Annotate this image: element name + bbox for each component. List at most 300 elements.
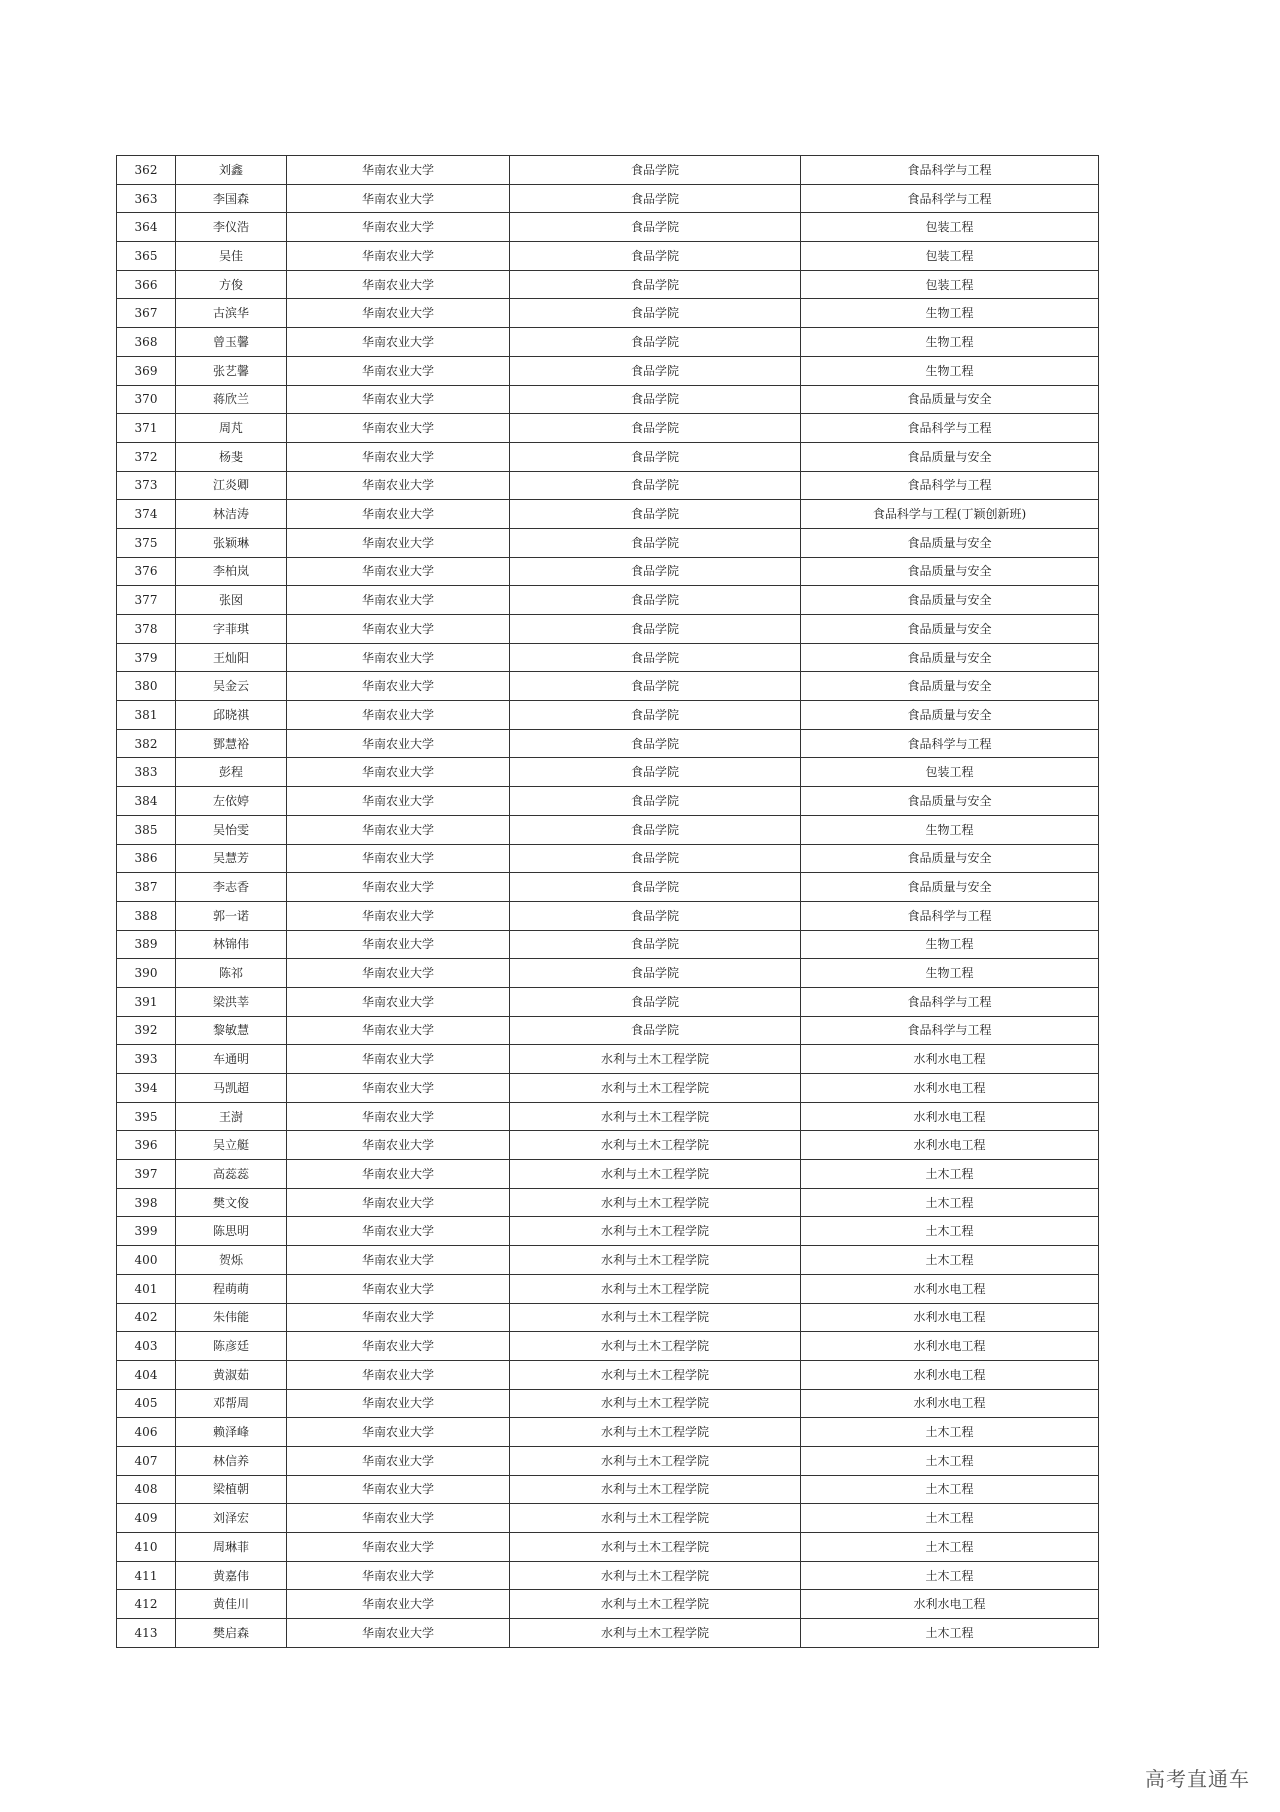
cell-name: 高蕊蕊	[176, 1160, 287, 1189]
cell-school: 水利与土木工程学院	[510, 1045, 801, 1074]
cell-university: 华南农业大学	[287, 299, 510, 328]
cell-index: 384	[117, 787, 176, 816]
table-row	[117, 643, 1099, 672]
cell-name: 曾玉馨	[176, 328, 287, 357]
cell-name: 邓帮周	[176, 1389, 287, 1418]
cell-school: 食品学院	[510, 701, 801, 730]
cell-name: 鄧慧裕	[176, 729, 287, 758]
cell-name: 方俊	[176, 270, 287, 299]
cell-index: 386	[117, 844, 176, 873]
cell-major: 食品质量与安全	[801, 528, 1099, 557]
cell-index: 393	[117, 1045, 176, 1074]
cell-name: 左依婷	[176, 787, 287, 816]
cell-university: 华南农业大学	[287, 701, 510, 730]
cell-university: 华南农业大学	[287, 184, 510, 213]
watermark-logo: 高考直通车	[1145, 1767, 1250, 1791]
cell-index: 409	[117, 1504, 176, 1533]
table-row	[117, 844, 1099, 873]
table-row	[117, 1160, 1099, 1189]
cell-major: 食品质量与安全	[801, 385, 1099, 414]
cell-index: 388	[117, 901, 176, 930]
cell-major: 生物工程	[801, 299, 1099, 328]
cell-school: 水利与土木工程学院	[510, 1504, 801, 1533]
cell-major: 包装工程	[801, 270, 1099, 299]
table-row	[117, 1533, 1099, 1562]
cell-school: 水利与土木工程学院	[510, 1590, 801, 1619]
cell-school: 食品学院	[510, 184, 801, 213]
cell-university: 华南农业大学	[287, 500, 510, 529]
cell-index: 390	[117, 959, 176, 988]
cell-university: 华南农业大学	[287, 385, 510, 414]
cell-university: 华南农业大学	[287, 213, 510, 242]
cell-index: 399	[117, 1217, 176, 1246]
cell-university: 华南农业大学	[287, 844, 510, 873]
cell-school: 食品学院	[510, 1016, 801, 1045]
table-row	[117, 787, 1099, 816]
cell-university: 华南农业大学	[287, 1246, 510, 1275]
cell-university: 华南农业大学	[287, 156, 510, 185]
cell-university: 华南农业大学	[287, 557, 510, 586]
table-row	[117, 1389, 1099, 1418]
cell-school: 食品学院	[510, 815, 801, 844]
cell-major: 生物工程	[801, 356, 1099, 385]
table-row	[117, 442, 1099, 471]
cell-major: 食品科学与工程	[801, 156, 1099, 185]
cell-name: 黎敏慧	[176, 1016, 287, 1045]
table-row	[117, 1274, 1099, 1303]
cell-school: 水利与土木工程学院	[510, 1475, 801, 1504]
cell-index: 380	[117, 672, 176, 701]
cell-university: 华南农业大学	[287, 1303, 510, 1332]
cell-index: 396	[117, 1131, 176, 1160]
cell-index: 373	[117, 471, 176, 500]
table-row	[117, 242, 1099, 271]
cell-index: 366	[117, 270, 176, 299]
cell-name: 刘鑫	[176, 156, 287, 185]
cell-university: 华南农业大学	[287, 815, 510, 844]
cell-major: 食品科学与工程	[801, 414, 1099, 443]
cell-index: 412	[117, 1590, 176, 1619]
cell-name: 彭程	[176, 758, 287, 787]
cell-index: 395	[117, 1102, 176, 1131]
cell-major: 食品质量与安全	[801, 615, 1099, 644]
cell-university: 华南农业大学	[287, 1131, 510, 1160]
cell-school: 食品学院	[510, 758, 801, 787]
table-row	[117, 557, 1099, 586]
cell-school: 食品学院	[510, 528, 801, 557]
cell-name: 吴怡雯	[176, 815, 287, 844]
cell-school: 食品学院	[510, 156, 801, 185]
cell-index: 410	[117, 1533, 176, 1562]
cell-school: 水利与土木工程学院	[510, 1217, 801, 1246]
cell-school: 水利与土木工程学院	[510, 1332, 801, 1361]
cell-university: 华南农业大学	[287, 1446, 510, 1475]
cell-name: 吴立艇	[176, 1131, 287, 1160]
student-roster-table	[116, 155, 1099, 1648]
cell-name: 吴佳	[176, 242, 287, 271]
cell-university: 华南农业大学	[287, 787, 510, 816]
table-row	[117, 1045, 1099, 1074]
cell-school: 水利与土木工程学院	[510, 1188, 801, 1217]
table-row	[117, 672, 1099, 701]
cell-school: 食品学院	[510, 385, 801, 414]
cell-major: 生物工程	[801, 815, 1099, 844]
cell-major: 土木工程	[801, 1418, 1099, 1447]
cell-major: 食品科学与工程	[801, 729, 1099, 758]
cell-school: 食品学院	[510, 328, 801, 357]
cell-school: 水利与土木工程学院	[510, 1561, 801, 1590]
cell-index: 367	[117, 299, 176, 328]
cell-name: 樊启森	[176, 1619, 287, 1648]
cell-name: 黄佳川	[176, 1590, 287, 1619]
table-row	[117, 1446, 1099, 1475]
cell-school: 水利与土木工程学院	[510, 1131, 801, 1160]
cell-index: 378	[117, 615, 176, 644]
cell-major: 食品科学与工程	[801, 1016, 1099, 1045]
table-row	[117, 471, 1099, 500]
table-row	[117, 1016, 1099, 1045]
cell-university: 华南农业大学	[287, 1102, 510, 1131]
cell-name: 朱伟能	[176, 1303, 287, 1332]
cell-index: 365	[117, 242, 176, 271]
cell-name: 林信养	[176, 1446, 287, 1475]
table-row	[117, 1246, 1099, 1275]
cell-name: 李柏岚	[176, 557, 287, 586]
table-row	[117, 299, 1099, 328]
cell-school: 食品学院	[510, 643, 801, 672]
cell-name: 陈祁	[176, 959, 287, 988]
cell-index: 391	[117, 987, 176, 1016]
cell-major: 土木工程	[801, 1504, 1099, 1533]
cell-university: 华南农业大学	[287, 758, 510, 787]
cell-university: 华南农业大学	[287, 1533, 510, 1562]
cell-major: 水利水电工程	[801, 1102, 1099, 1131]
cell-name: 张颖琳	[176, 528, 287, 557]
cell-university: 华南农业大学	[287, 1160, 510, 1189]
table-row	[117, 1619, 1099, 1648]
cell-index: 413	[117, 1619, 176, 1648]
cell-name: 樊文俊	[176, 1188, 287, 1217]
cell-name: 古滨华	[176, 299, 287, 328]
cell-school: 食品学院	[510, 213, 801, 242]
cell-major: 土木工程	[801, 1446, 1099, 1475]
cell-university: 华南农业大学	[287, 1619, 510, 1648]
cell-major: 食品质量与安全	[801, 442, 1099, 471]
cell-school: 食品学院	[510, 959, 801, 988]
cell-name: 江炎卿	[176, 471, 287, 500]
cell-school: 食品学院	[510, 471, 801, 500]
cell-major: 食品质量与安全	[801, 787, 1099, 816]
cell-index: 406	[117, 1418, 176, 1447]
table-row	[117, 1590, 1099, 1619]
table-row	[117, 1475, 1099, 1504]
cell-index: 368	[117, 328, 176, 357]
cell-school: 食品学院	[510, 930, 801, 959]
cell-index: 381	[117, 701, 176, 730]
cell-name: 梁植朝	[176, 1475, 287, 1504]
table-row	[117, 328, 1099, 357]
table-row	[117, 930, 1099, 959]
cell-school: 水利与土木工程学院	[510, 1303, 801, 1332]
cell-school: 水利与土木工程学院	[510, 1418, 801, 1447]
cell-university: 华南农业大学	[287, 1045, 510, 1074]
table-row	[117, 1332, 1099, 1361]
cell-name: 林锦伟	[176, 930, 287, 959]
cell-index: 392	[117, 1016, 176, 1045]
cell-major: 包装工程	[801, 213, 1099, 242]
table-row	[117, 414, 1099, 443]
cell-school: 食品学院	[510, 356, 801, 385]
cell-school: 食品学院	[510, 442, 801, 471]
table-row	[117, 184, 1099, 213]
cell-major: 土木工程	[801, 1188, 1099, 1217]
cell-university: 华南农业大学	[287, 643, 510, 672]
cell-university: 华南农业大学	[287, 1217, 510, 1246]
cell-school: 食品学院	[510, 557, 801, 586]
cell-school: 食品学院	[510, 787, 801, 816]
cell-university: 华南农业大学	[287, 1504, 510, 1533]
cell-university: 华南农业大学	[287, 442, 510, 471]
table-row	[117, 270, 1099, 299]
cell-major: 水利水电工程	[801, 1360, 1099, 1389]
cell-index: 374	[117, 500, 176, 529]
table-row	[117, 528, 1099, 557]
cell-university: 华南农业大学	[287, 1332, 510, 1361]
cell-university: 华南农业大学	[287, 586, 510, 615]
cell-index: 408	[117, 1475, 176, 1504]
cell-university: 华南农业大学	[287, 1188, 510, 1217]
cell-major: 水利水电工程	[801, 1074, 1099, 1103]
cell-index: 377	[117, 586, 176, 615]
cell-major: 食品科学与工程(丁颖创新班)	[801, 500, 1099, 529]
cell-index: 398	[117, 1188, 176, 1217]
table-row	[117, 500, 1099, 529]
cell-index: 383	[117, 758, 176, 787]
cell-name: 陈思明	[176, 1217, 287, 1246]
cell-index: 387	[117, 873, 176, 902]
cell-index: 371	[117, 414, 176, 443]
roster-body	[117, 156, 1099, 1648]
cell-index: 405	[117, 1389, 176, 1418]
cell-name: 黄淑茹	[176, 1360, 287, 1389]
cell-name: 程萌萌	[176, 1274, 287, 1303]
cell-major: 生物工程	[801, 959, 1099, 988]
cell-major: 土木工程	[801, 1160, 1099, 1189]
cell-major: 食品质量与安全	[801, 844, 1099, 873]
cell-name: 赖泽峰	[176, 1418, 287, 1447]
cell-school: 水利与土木工程学院	[510, 1102, 801, 1131]
cell-university: 华南农业大学	[287, 959, 510, 988]
cell-school: 食品学院	[510, 873, 801, 902]
cell-name: 李仪浩	[176, 213, 287, 242]
cell-name: 吴慧芳	[176, 844, 287, 873]
cell-school: 食品学院	[510, 672, 801, 701]
cell-index: 385	[117, 815, 176, 844]
cell-university: 华南农业大学	[287, 270, 510, 299]
cell-university: 华南农业大学	[287, 1360, 510, 1389]
cell-school: 食品学院	[510, 414, 801, 443]
cell-school: 食品学院	[510, 242, 801, 271]
cell-university: 华南农业大学	[287, 1561, 510, 1590]
cell-university: 华南农业大学	[287, 729, 510, 758]
cell-major: 食品质量与安全	[801, 873, 1099, 902]
cell-major: 食品质量与安全	[801, 643, 1099, 672]
cell-university: 华南农业大学	[287, 873, 510, 902]
cell-school: 食品学院	[510, 987, 801, 1016]
table-row	[117, 1102, 1099, 1131]
table-row	[117, 156, 1099, 185]
cell-school: 食品学院	[510, 844, 801, 873]
table-row	[117, 1303, 1099, 1332]
cell-name: 李志香	[176, 873, 287, 902]
cell-name: 贺烁	[176, 1246, 287, 1275]
cell-school: 水利与土木工程学院	[510, 1160, 801, 1189]
table-row	[117, 1131, 1099, 1160]
cell-university: 华南农业大学	[287, 356, 510, 385]
table-row	[117, 385, 1099, 414]
cell-index: 370	[117, 385, 176, 414]
cell-name: 吴金云	[176, 672, 287, 701]
cell-major: 生物工程	[801, 930, 1099, 959]
cell-major: 食品科学与工程	[801, 901, 1099, 930]
cell-major: 食品质量与安全	[801, 586, 1099, 615]
cell-major: 食品科学与工程	[801, 184, 1099, 213]
table-row	[117, 213, 1099, 242]
cell-index: 372	[117, 442, 176, 471]
cell-major: 食品科学与工程	[801, 471, 1099, 500]
cell-school: 水利与土木工程学院	[510, 1246, 801, 1275]
table-row	[117, 1360, 1099, 1389]
cell-index: 363	[117, 184, 176, 213]
cell-major: 水利水电工程	[801, 1131, 1099, 1160]
table-row	[117, 1504, 1099, 1533]
cell-school: 食品学院	[510, 901, 801, 930]
table-row	[117, 758, 1099, 787]
cell-university: 华南农业大学	[287, 930, 510, 959]
cell-school: 水利与土木工程学院	[510, 1619, 801, 1648]
cell-name: 周琳菲	[176, 1533, 287, 1562]
table-row	[117, 586, 1099, 615]
cell-university: 华南农业大学	[287, 471, 510, 500]
cell-name: 陈彦廷	[176, 1332, 287, 1361]
cell-school: 水利与土木工程学院	[510, 1360, 801, 1389]
cell-name: 王灿阳	[176, 643, 287, 672]
cell-university: 华南农业大学	[287, 1418, 510, 1447]
cell-major: 食品质量与安全	[801, 557, 1099, 586]
cell-university: 华南农业大学	[287, 901, 510, 930]
cell-major: 水利水电工程	[801, 1590, 1099, 1619]
cell-name: 张囡	[176, 586, 287, 615]
cell-university: 华南农业大学	[287, 1475, 510, 1504]
cell-name: 黄嘉伟	[176, 1561, 287, 1590]
cell-name: 车通明	[176, 1045, 287, 1074]
cell-index: 375	[117, 528, 176, 557]
table-row	[117, 987, 1099, 1016]
table-row	[117, 1188, 1099, 1217]
cell-major: 水利水电工程	[801, 1045, 1099, 1074]
cell-major: 土木工程	[801, 1217, 1099, 1246]
cell-school: 水利与土木工程学院	[510, 1074, 801, 1103]
cell-index: 376	[117, 557, 176, 586]
table-row	[117, 873, 1099, 902]
cell-name: 蒋欣兰	[176, 385, 287, 414]
cell-university: 华南农业大学	[287, 1074, 510, 1103]
cell-major: 土木工程	[801, 1619, 1099, 1648]
cell-major: 生物工程	[801, 328, 1099, 357]
cell-major: 水利水电工程	[801, 1389, 1099, 1418]
cell-school: 水利与土木工程学院	[510, 1274, 801, 1303]
cell-name: 马凯超	[176, 1074, 287, 1103]
cell-index: 411	[117, 1561, 176, 1590]
cell-index: 407	[117, 1446, 176, 1475]
cell-name: 林洁涛	[176, 500, 287, 529]
cell-index: 403	[117, 1332, 176, 1361]
cell-major: 土木工程	[801, 1246, 1099, 1275]
table-row	[117, 901, 1099, 930]
cell-school: 食品学院	[510, 586, 801, 615]
table-row	[117, 615, 1099, 644]
cell-index: 362	[117, 156, 176, 185]
cell-index: 379	[117, 643, 176, 672]
cell-index: 389	[117, 930, 176, 959]
cell-index: 382	[117, 729, 176, 758]
cell-name: 张艺馨	[176, 356, 287, 385]
cell-major: 包装工程	[801, 758, 1099, 787]
cell-index: 397	[117, 1160, 176, 1189]
cell-major: 食品质量与安全	[801, 701, 1099, 730]
table-row	[117, 815, 1099, 844]
table-row	[117, 1561, 1099, 1590]
table-row	[117, 729, 1099, 758]
cell-school: 食品学院	[510, 615, 801, 644]
table-row	[117, 701, 1099, 730]
cell-name: 邱晓祺	[176, 701, 287, 730]
cell-university: 华南农业大学	[287, 1590, 510, 1619]
cell-index: 369	[117, 356, 176, 385]
cell-university: 华南农业大学	[287, 987, 510, 1016]
cell-major: 包装工程	[801, 242, 1099, 271]
cell-school: 食品学院	[510, 270, 801, 299]
cell-school: 食品学院	[510, 729, 801, 758]
cell-major: 土木工程	[801, 1533, 1099, 1562]
cell-university: 华南农业大学	[287, 528, 510, 557]
cell-school: 水利与土木工程学院	[510, 1533, 801, 1562]
cell-name: 王澍	[176, 1102, 287, 1131]
cell-name: 杨斐	[176, 442, 287, 471]
cell-university: 华南农业大学	[287, 1389, 510, 1418]
table-row	[117, 356, 1099, 385]
cell-university: 华南农业大学	[287, 672, 510, 701]
cell-name: 梁洪莘	[176, 987, 287, 1016]
cell-school: 水利与土木工程学院	[510, 1446, 801, 1475]
cell-school: 水利与土木工程学院	[510, 1389, 801, 1418]
cell-major: 食品质量与安全	[801, 672, 1099, 701]
cell-university: 华南农业大学	[287, 1016, 510, 1045]
cell-index: 401	[117, 1274, 176, 1303]
cell-university: 华南农业大学	[287, 615, 510, 644]
cell-major: 土木工程	[801, 1561, 1099, 1590]
table-row	[117, 1074, 1099, 1103]
cell-index: 364	[117, 213, 176, 242]
cell-school: 食品学院	[510, 299, 801, 328]
cell-index: 394	[117, 1074, 176, 1103]
cell-index: 400	[117, 1246, 176, 1275]
cell-name: 刘泽宏	[176, 1504, 287, 1533]
cell-school: 食品学院	[510, 500, 801, 529]
cell-name: 周芃	[176, 414, 287, 443]
cell-university: 华南农业大学	[287, 242, 510, 271]
table-row	[117, 1418, 1099, 1447]
